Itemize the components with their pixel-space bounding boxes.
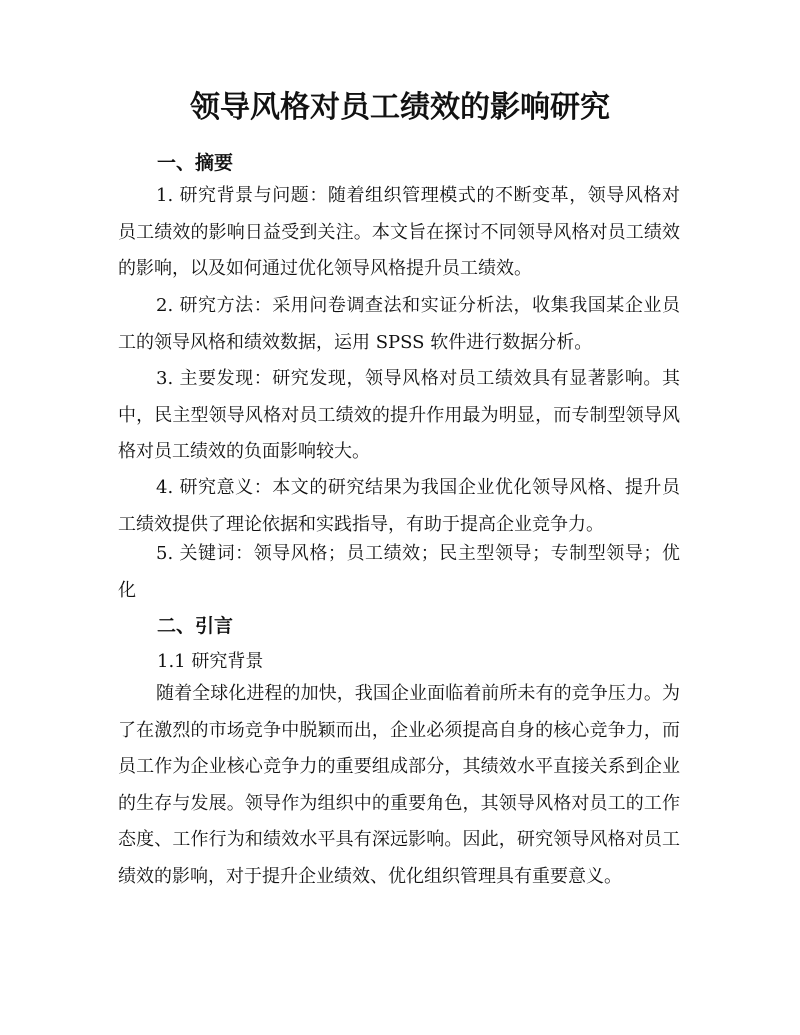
subsection-heading-background: 1.1 研究背景 xyxy=(157,651,264,672)
introduction-paragraph: 随着全球化进程的加快，我国企业面临着前所未有的竞争压力。为了在激烈的市场竞争中脱颖而出，企业必须提高自身的核心竞争力，而员工作为企业核心竞争力的重要组成部分，其绩效水平直接关系到企业的生存与发展。领导作为组织中的重要角色，其领导风格对员工的工作态度、工作行为和绩效水平具有深远影响。因此，研究领导风格对员工绩效的影响，对于提升企业绩效、优化组织管理具有重要意义。 xyxy=(118,683,680,887)
section-heading-introduction: 二、引言 xyxy=(157,615,234,637)
abstract-paragraph-2: 2. 研究方法：采用问卷调查法和实证分析法，收集我国某企业员工的领导风格和绩效数据，运用 SPSS 软件进行数据分析。 xyxy=(118,295,680,353)
abstract-paragraph-3: 3. 主要发现：研究发现，领导风格对员工绩效具有显著影响。其中，民主型领导风格对员工绩效的提升作用最为明显，而专制型领导风格对员工绩效的负面影响较大。 xyxy=(118,368,680,462)
abstract-paragraph-4: 4. 研究意义：本文的研究结果为我国企业优化领导风格、提升员工绩效提供了理论依据和实践指导，有助于提高企业竞争力。 xyxy=(118,477,680,535)
document-title: 领导风格对员工绩效的影响研究 xyxy=(190,90,610,125)
abstract-paragraph-1: 1. 研究背景与问题：随着组织管理模式的不断变革，领导风格对员工绩效的影响日益受到关注。本文旨在探讨不同领导风格对员工绩效的影响，以及如何通过优化领导风格提升员工绩效。 xyxy=(118,185,680,279)
abstract-paragraph-5: 5. 关键词：领导风格；员工绩效；民主型领导；专制型领导；优化 xyxy=(118,543,680,601)
section-heading-abstract: 一、摘要 xyxy=(157,152,234,174)
